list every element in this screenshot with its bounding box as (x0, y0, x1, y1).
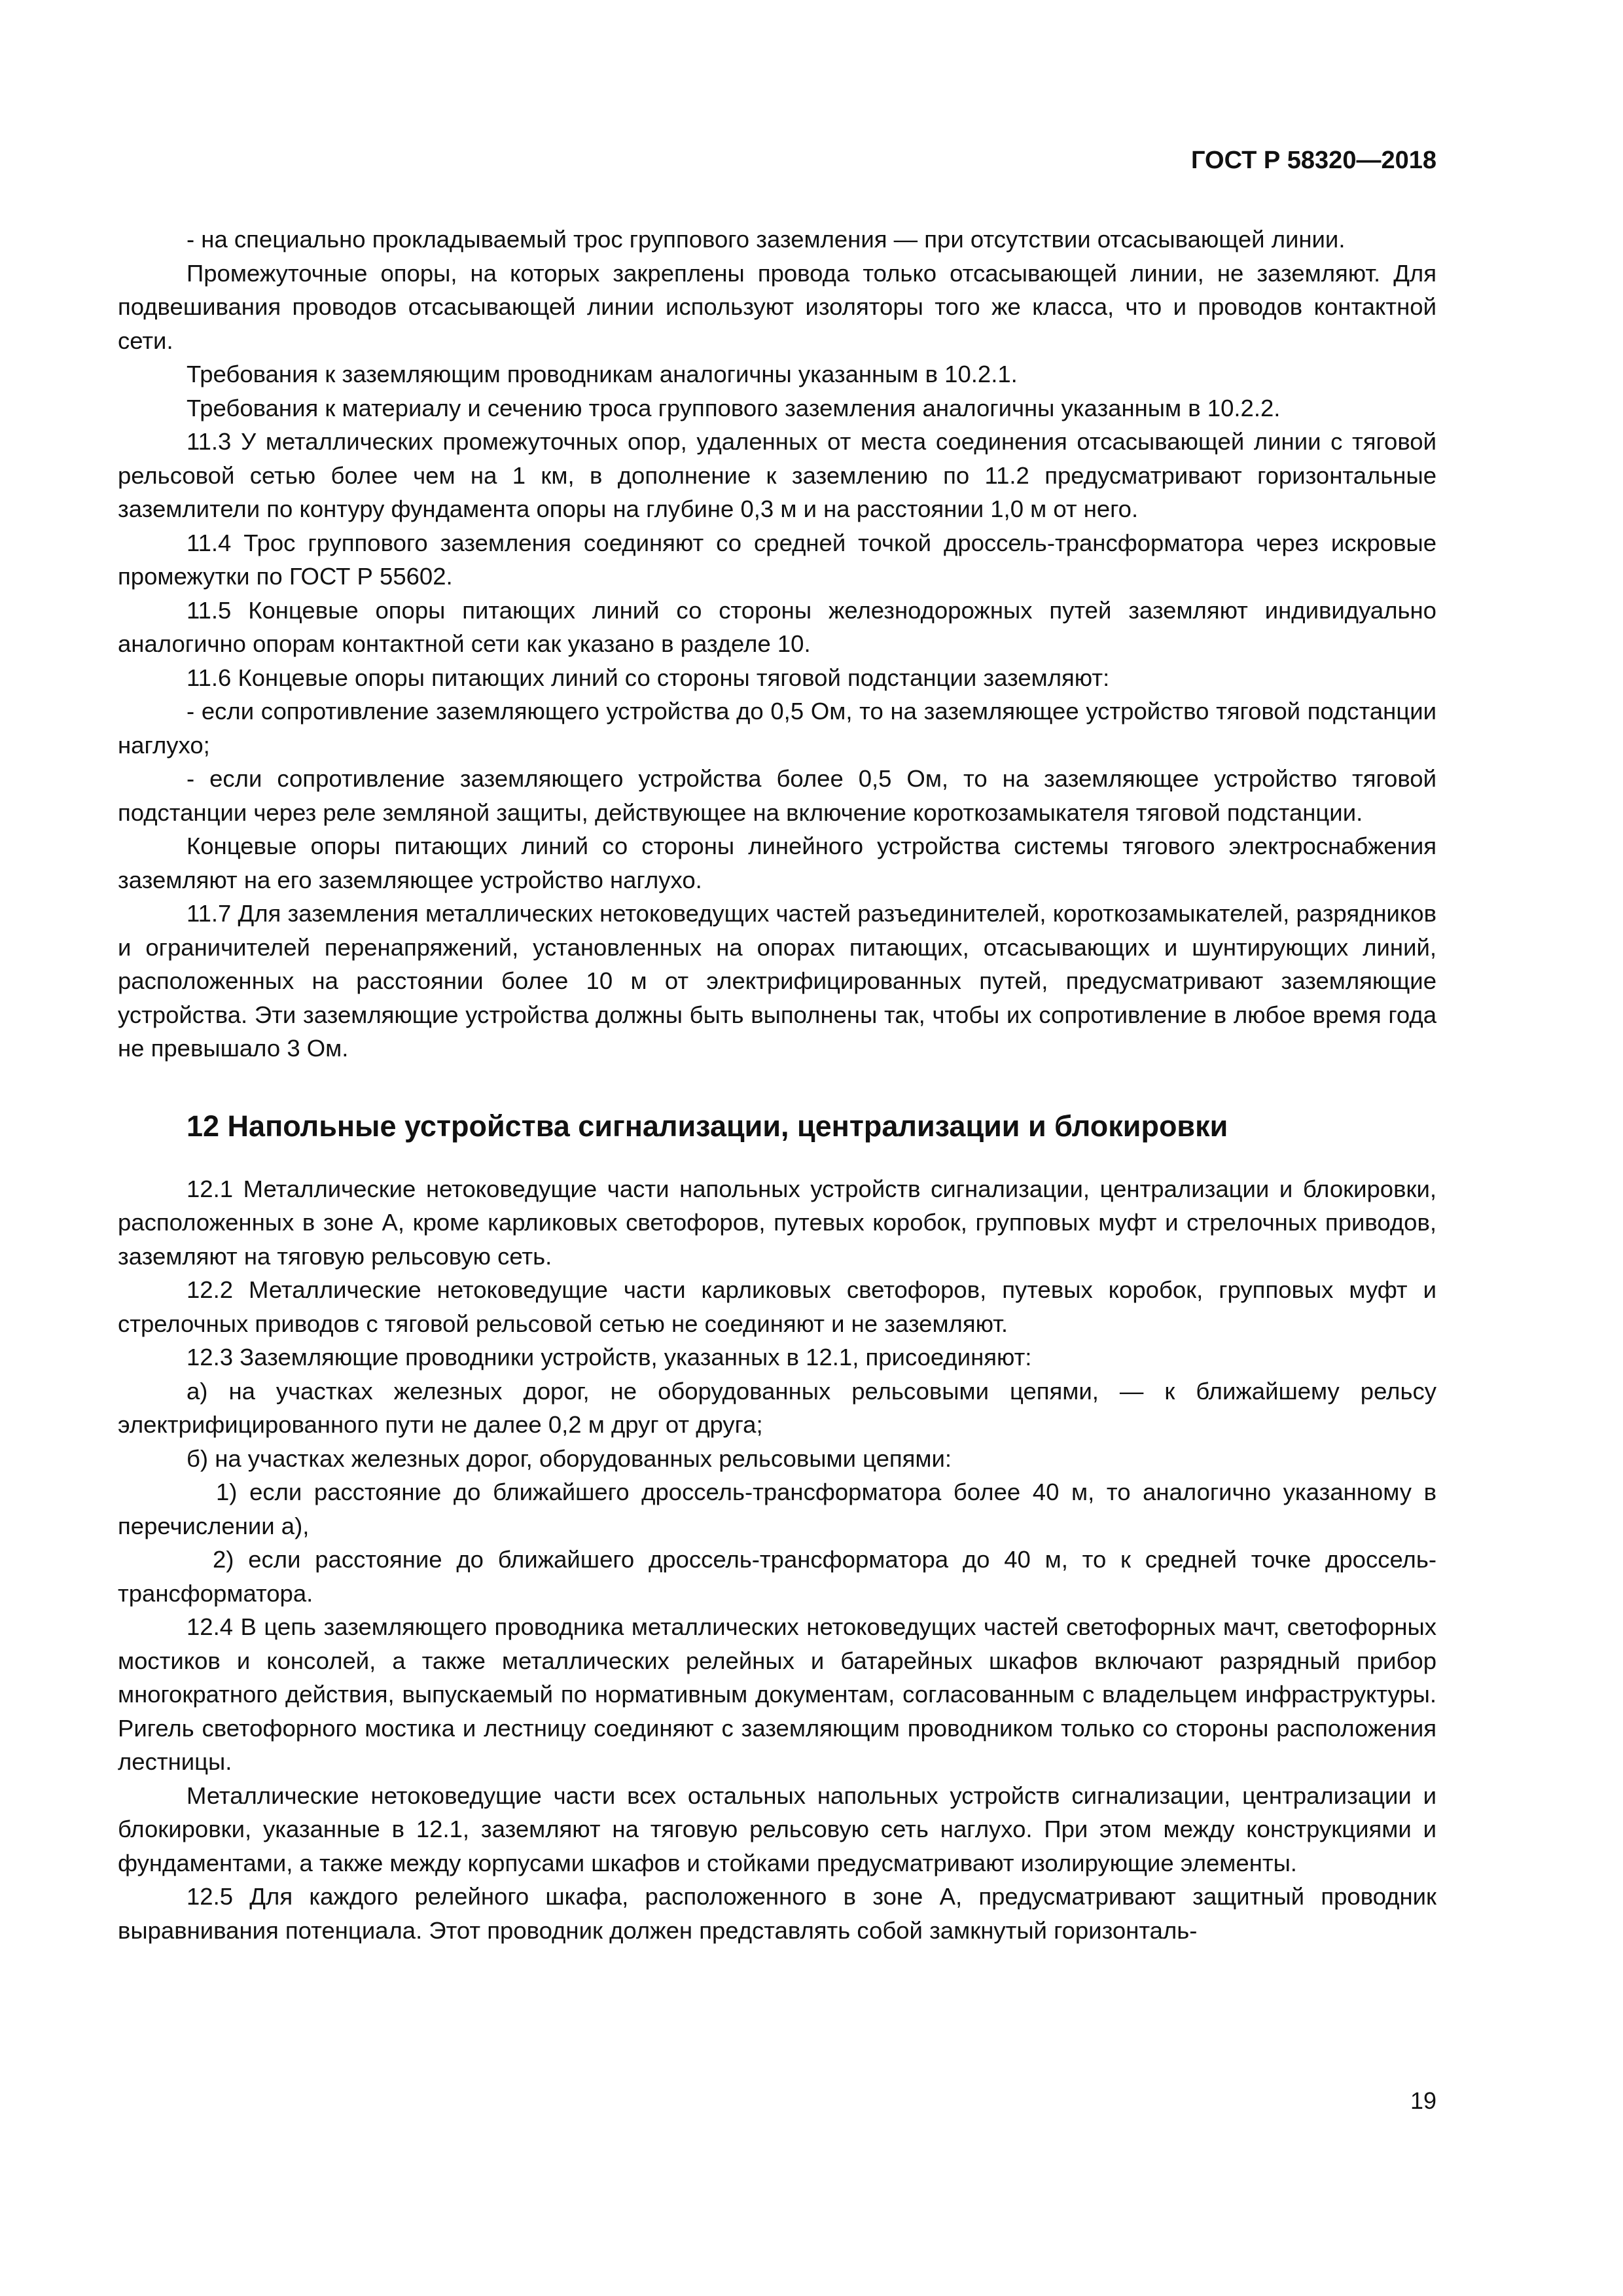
clause-12-4: 12.4 В цепь заземляющего проводника металлических нетоковедущих частей светофорных мачт, светофорных мостиков и консолей, а также металлических релейных и батарейных шкафов включают разрядный прибор многократного действия, выпускаемый по нормативным документам, согласованным с владельцем инфраструктуры. Ригель светофорного мостика и лестницу соединяют с заземляющим проводником только со стороны расположения лестницы. (118, 1613, 1436, 1775)
list-item: а) на участках железных дорог, не оборудованных рельсовыми цепями, — к ближайшему рельсу электрифицированного пути не далее 0,2 м друг от друга; (118, 1377, 1436, 1438)
clause-11-4: 11.4 Трос группового заземления соединяют со средней точкой дроссель-трансформатора через искровые промежутки по ГОСТ Р 55602. (118, 529, 1436, 590)
document-number-header: ГОСТ Р 58320—2018 (1191, 147, 1436, 174)
clause-12-1: 12.1 Металлические нетоковедущие части напольных устройств сигнализации, централизации и блокировки, расположенных в зоне А, кроме карликовых светофоров, путевых коробок, групповых муфт и стрелочных приводов, заземляют на тяговую рельсовую сеть. (118, 1175, 1436, 1270)
paragraph: - на специально прокладываемый трос группового заземления — при отсутствии отсасывающей линии. (187, 226, 1346, 253)
section-heading: 12 Напольные устройства сигнализации, централизации и блокировки (187, 1109, 1228, 1143)
list-item: - если сопротивление заземляющего устройства более 0,5 Ом, то на заземляющее устройство тяговой подстанции через реле земляной защиты, действующее на включение короткозамыкателя тяговой подстанции. (118, 765, 1436, 826)
clause-11-7: 11.7 Для заземления металлических нетоковедущих частей разъединителей, короткозамыкателей, разрядников и ограничителей перенапряжений, установленных на опорах питающих, отсасывающих и шунтирующих линий, расположенных на расстоянии более 10 м от электрифицированных путей, предусматривают заземляющие устройства. Эти заземляющие устройства должны быть выполнены так, чтобы их сопротивление в любое время года не превышало 3 Ом. (118, 900, 1436, 1062)
clause-12-2: 12.2 Металлические нетоковедущие части карликовых светофоров, путевых коробок, групповых муфт и стрелочных приводов с тяговой рельсовой сетью не соединяют и не заземляют. (118, 1276, 1436, 1337)
page-number: 19 (1410, 2087, 1436, 2114)
list-item: - если сопротивление заземляющего устройства до 0,5 Ом, то на заземляющее устройство тяговой подстанции наглухо; (118, 698, 1436, 759)
document-body (118, 223, 1436, 1947)
paragraph: Металлические нетоковедущие части всех остальных напольных устройств сигнализации, централизации и блокировки, указанные в 12.1, заземляют на тяговую рельсовую сеть наглухо. При этом между конструкциями и фундаментами, а также между корпусами шкафов и стойками предусматривают изолирующие элементы. (118, 1782, 1436, 1876)
sub-list-item: 2) если расстояние до ближайшего дроссель-трансформатора до 40 м, то к средней точке дроссель-трансформатора. (118, 1546, 1436, 1607)
clause-12-3: 12.3 Заземляющие проводники устройств, указанных в 12.1, присоединяют: (187, 1344, 1032, 1371)
paragraph: Требования к материалу и сечению троса группового заземления аналогичны указанным в 10.2.2. (187, 394, 1281, 422)
clause-11-6: 11.6 Концевые опоры питающих линий со стороны тяговой подстанции заземляют: (187, 664, 1110, 691)
clause-12-5: 12.5 Для каждого релейного шкафа, расположенного в зоне А, предусматривают защитный проводник выравнивания потенциала. Этот проводник должен представлять собой замкнутый горизонталь- (118, 1883, 1436, 1944)
clause-11-5: 11.5 Концевые опоры питающих линий со стороны железнодорожных путей заземляют индивидуально аналогично опорам контактной сети как указано в разделе 10. (118, 596, 1436, 657)
paragraph: Промежуточные опоры, на которых закреплены провода только отсасывающей линии, не заземляют. Для подвешивания проводов отсасывающей линии используют изоляторы того же класса, что и проводов контактной сети. (118, 259, 1436, 354)
sub-list-item: 1) если расстояние до ближайшего дроссель-трансформатора более 40 м, то аналогично указанному в перечислении а), (118, 1479, 1436, 1539)
clause-11-3: 11.3 У металлических промежуточных опор, удаленных от места соединения отсасывающей линии с тяговой рельсовой сетью более чем на 1 км, в дополнение к заземлению по 11.2 предусматривают горизонтальные заземлители по контуру фундамента опоры на глубине 0,3 м и на расстоянии 1,0 м от него. (118, 428, 1436, 522)
paragraph: Концевые опоры питающих линий со стороны линейного устройства системы тягового электроснабжения заземляют на его заземляющее устройство наглухо. (118, 833, 1436, 893)
list-item: б) на участках железных дорог, оборудованных рельсовыми цепями: (187, 1444, 952, 1472)
paragraph: Требования к заземляющим проводникам аналогичны указанным в 10.2.1. (187, 361, 1018, 387)
